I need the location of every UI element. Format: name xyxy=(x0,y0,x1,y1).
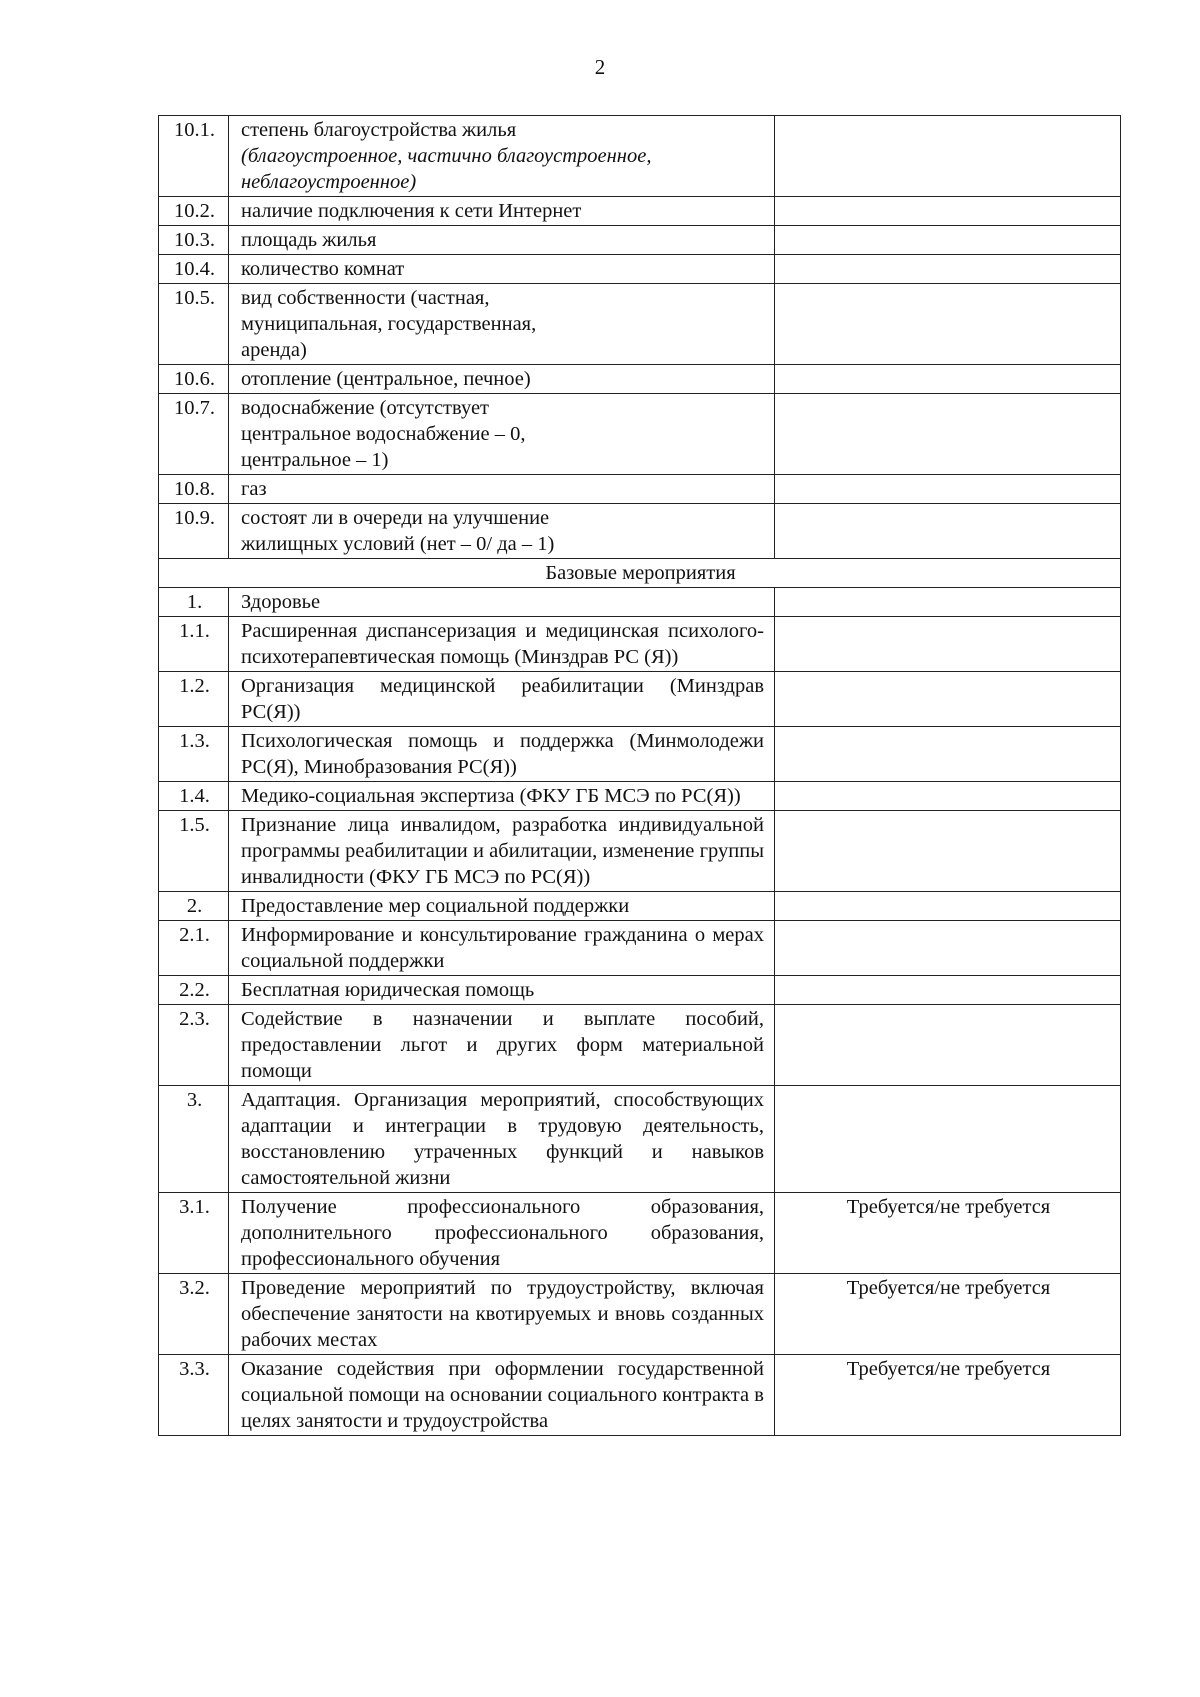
table-row xyxy=(159,255,1121,284)
row-number: 1.4. xyxy=(159,782,229,811)
description-line: вид собственности (частная, xyxy=(241,287,490,309)
row-description xyxy=(229,284,775,365)
description-line: состоят ли в очереди на улучшение xyxy=(241,507,550,529)
description-line: центральное водоснабжение – 0, xyxy=(241,423,526,445)
form-table xyxy=(158,115,1121,1436)
description-line: количество комнат xyxy=(241,258,405,280)
page-number: 2 xyxy=(594,55,606,79)
table-row xyxy=(159,617,1121,672)
section-header-row xyxy=(159,559,1121,588)
row-description xyxy=(229,255,775,284)
table-row xyxy=(159,394,1121,475)
table-row xyxy=(159,475,1121,504)
row-number: 1. xyxy=(159,588,229,617)
table-row xyxy=(159,197,1121,226)
description-line: наличие подключения к сети Интернет xyxy=(241,200,582,222)
table-row xyxy=(159,782,1121,811)
description-line: водоснабжение (отсутствует xyxy=(241,397,490,419)
row-number: 10.8. xyxy=(159,475,229,504)
row-description xyxy=(229,365,775,394)
row-description xyxy=(229,116,775,197)
row-value-cell[interactable]: Требуется/не требуется xyxy=(775,1274,1121,1355)
description-line: жилищных условий (нет – 0/ да – 1) xyxy=(241,533,555,555)
row-value-cell[interactable] xyxy=(775,588,1121,617)
table-row xyxy=(159,504,1121,559)
row-number: 10.3. xyxy=(159,226,229,255)
description-line: аренда) xyxy=(241,339,307,361)
row-value-cell[interactable] xyxy=(775,394,1121,475)
table-row xyxy=(159,921,1121,976)
housing-section xyxy=(159,116,1121,559)
table-row xyxy=(159,892,1121,921)
row-description: Адаптация. Организация мероприятий, способствующих адаптации и интеграции в трудовую деятельность, восстановлению утраченных функций и навыков самостоятельной жизни xyxy=(229,1086,775,1193)
row-description xyxy=(229,394,775,475)
row-description xyxy=(229,197,775,226)
section-header-body xyxy=(159,559,1121,588)
row-number: 2. xyxy=(159,892,229,921)
description-line: степень благоустройства жилья xyxy=(241,119,517,141)
description-options: (благоустроенное, частично благоустроенное, xyxy=(241,145,652,167)
table-row xyxy=(159,1005,1121,1086)
row-description: Бесплатная юридическая помощь xyxy=(229,976,775,1005)
row-number: 2.3. xyxy=(159,1005,229,1086)
row-value-cell[interactable] xyxy=(775,672,1121,727)
description-line: центральное – 1) xyxy=(241,449,389,471)
row-number: 10.9. xyxy=(159,504,229,559)
row-number: 10.2. xyxy=(159,197,229,226)
row-value-cell[interactable] xyxy=(775,255,1121,284)
table-row xyxy=(159,365,1121,394)
activities-section xyxy=(159,588,1121,1436)
row-value-cell[interactable] xyxy=(775,1005,1121,1086)
row-value-cell[interactable] xyxy=(775,284,1121,365)
row-value-cell[interactable] xyxy=(775,365,1121,394)
row-value-cell[interactable] xyxy=(775,617,1121,672)
row-description: Здоровье xyxy=(229,588,775,617)
row-description: Организация медицинской реабилитации (Минздрав РС(Я)) xyxy=(229,672,775,727)
row-number: 3. xyxy=(159,1086,229,1193)
row-value-cell[interactable] xyxy=(775,811,1121,892)
row-description: Признание лица инвалидом, разработка индивидуальной программы реабилитации и абилитации, изменение группы инвалидности (ФКУ ГБ МСЭ по РС(Я)) xyxy=(229,811,775,892)
row-value-cell[interactable]: Требуется/не требуется xyxy=(775,1355,1121,1436)
table-row xyxy=(159,1274,1121,1355)
table-row xyxy=(159,811,1121,892)
row-number: 2.2. xyxy=(159,976,229,1005)
table-row xyxy=(159,672,1121,727)
row-number: 10.1. xyxy=(159,116,229,197)
row-number: 3.3. xyxy=(159,1355,229,1436)
description-line: муниципальная, государственная, xyxy=(241,313,537,335)
row-number: 1.5. xyxy=(159,811,229,892)
table-row xyxy=(159,1193,1121,1274)
row-description xyxy=(229,504,775,559)
table-row xyxy=(159,284,1121,365)
row-description: Психологическая помощь и поддержка (Минмолодежи РС(Я), Минобразования РС(Я)) xyxy=(229,727,775,782)
table-row xyxy=(159,226,1121,255)
row-number: 2.1. xyxy=(159,921,229,976)
row-value-cell[interactable] xyxy=(775,1086,1121,1193)
table-row xyxy=(159,727,1121,782)
row-description: Содействие в назначении и выплате пособий, предоставлении льгот и других форм материальной помощи xyxy=(229,1005,775,1086)
row-number: 10.5. xyxy=(159,284,229,365)
row-description: Медико-социальная экспертиза (ФКУ ГБ МСЭ по РС(Я)) xyxy=(229,782,775,811)
row-number: 3.1. xyxy=(159,1193,229,1274)
row-number: 10.6. xyxy=(159,365,229,394)
row-description: Получение профессионального образования, дополнительного профессионального образования, профессионального обучения xyxy=(229,1193,775,1274)
row-number: 1.3. xyxy=(159,727,229,782)
row-description: Информирование и консультирование гражданина о мерах социальной поддержки xyxy=(229,921,775,976)
row-value-cell[interactable] xyxy=(775,782,1121,811)
row-value-cell[interactable] xyxy=(775,197,1121,226)
table-row xyxy=(159,976,1121,1005)
row-value-cell[interactable] xyxy=(775,504,1121,559)
row-description: Проведение мероприятий по трудоустройству, включая обеспечение занятости на квотируемых и вновь созданных рабочих местах xyxy=(229,1274,775,1355)
row-number: 10.7. xyxy=(159,394,229,475)
row-description xyxy=(229,475,775,504)
description-line: газ xyxy=(241,478,267,500)
description-options: неблагоустроенное) xyxy=(241,171,417,193)
table-row xyxy=(159,116,1121,197)
row-description: Предоставление мер социальной поддержки xyxy=(229,892,775,921)
row-description xyxy=(229,226,775,255)
row-number: 10.4. xyxy=(159,255,229,284)
row-number: 1.1. xyxy=(159,617,229,672)
row-value-cell[interactable] xyxy=(775,727,1121,782)
row-value-cell[interactable] xyxy=(775,475,1121,504)
row-value-cell[interactable] xyxy=(775,921,1121,976)
row-value-cell[interactable] xyxy=(775,892,1121,921)
row-description: Расширенная диспансеризация и медицинская психолого-психотерапевтическая помощь (Минздрав РС (Я)) xyxy=(229,617,775,672)
row-description: Оказание содействия при оформлении государственной социальной помощи на основании социального контракта в целях занятости и трудоустройства xyxy=(229,1355,775,1436)
row-number: 3.2. xyxy=(159,1274,229,1355)
section-header: Базовые мероприятия xyxy=(159,559,1121,588)
description-line: площадь жилья xyxy=(241,229,377,251)
table-row xyxy=(159,1355,1121,1436)
row-value-cell[interactable]: Требуется/не требуется xyxy=(775,1193,1121,1274)
table-row xyxy=(159,1086,1121,1193)
table-row xyxy=(159,588,1121,617)
row-value-cell[interactable] xyxy=(775,226,1121,255)
row-value-cell[interactable] xyxy=(775,116,1121,197)
description-line: отопление (центральное, печное) xyxy=(241,368,531,390)
row-value-cell[interactable] xyxy=(775,976,1121,1005)
row-number: 1.2. xyxy=(159,672,229,727)
